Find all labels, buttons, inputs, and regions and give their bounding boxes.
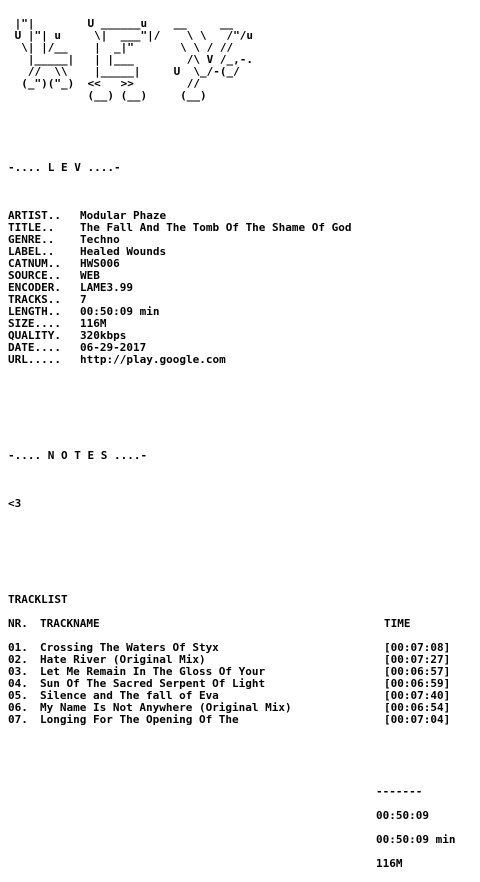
info-key: TRACKS.. <box>8 293 61 306</box>
track-number: 03. <box>8 665 28 678</box>
release-info <box>8 210 455 366</box>
info-value: The Fall And The Tomb Of The Shame Of God <box>80 221 352 234</box>
track-time: [00:06:59] <box>384 677 451 690</box>
info-value: WEB <box>80 269 100 282</box>
track-time: [00:07:27] <box>384 653 451 666</box>
info-row <box>8 342 455 354</box>
info-key: TITLE.. <box>8 221 55 234</box>
info-key: DATE.... <box>8 341 61 354</box>
total-divider: ------- <box>376 785 423 798</box>
info-key: CATNUM.. <box>8 257 61 270</box>
track-number: 01. <box>8 641 28 654</box>
track-row <box>8 714 455 726</box>
track-row <box>8 654 455 666</box>
track-name: Silence and The fall of Eva <box>40 689 219 702</box>
info-key: SIZE.... <box>8 317 61 330</box>
track-row <box>8 678 455 690</box>
track-number: 06. <box>8 701 28 714</box>
info-key: URL..... <box>8 353 61 366</box>
info-key: ARTIST.. <box>8 209 61 222</box>
column-header-trackname: TRACKNAME <box>40 617 100 630</box>
track-name: My Name Is Not Anywhere (Original Mix) <box>40 701 292 714</box>
track-name: Crossing The Waters Of Styx <box>40 641 219 654</box>
info-row <box>8 318 455 330</box>
total-time: 00:50:09 <box>376 809 429 822</box>
info-row <box>8 282 455 294</box>
info-value: 320kbps <box>80 329 127 342</box>
info-row <box>8 330 455 342</box>
info-value: Techno <box>80 233 120 246</box>
track-number: 04. <box>8 677 28 690</box>
info-row <box>8 258 455 270</box>
release-header: -.... L E V ....- <box>8 161 121 174</box>
track-name: Hate River (Original Mix) <box>40 653 206 666</box>
info-key: QUALITY. <box>8 329 61 342</box>
track-time: [00:06:54] <box>384 701 451 714</box>
track-time: [00:06:57] <box>384 665 451 678</box>
info-key: GENRE.. <box>8 233 55 246</box>
notes-text: <3 <box>8 497 22 510</box>
track-row <box>8 702 455 714</box>
track-time: [00:07:40] <box>384 689 451 702</box>
track-number: 05. <box>8 689 28 702</box>
column-header-nr: NR. <box>8 617 28 630</box>
info-row <box>8 306 455 318</box>
info-row <box>8 246 455 258</box>
column-header-time: TIME <box>384 617 411 630</box>
info-value: HWS006 <box>80 257 120 270</box>
info-value: 06-29-2017 <box>80 341 147 354</box>
info-value: Modular Phaze <box>80 209 167 222</box>
info-value: LAME3.99 <box>80 281 133 294</box>
info-row <box>8 234 455 246</box>
info-key: LABEL.. <box>8 245 55 258</box>
track-name: Sun Of The Sacred Serpent Of Light <box>40 677 266 690</box>
track-name: Longing For The Opening Of The <box>40 713 239 726</box>
info-key: ENCODER. <box>8 281 61 294</box>
total-length: 00:50:09 min <box>376 833 456 846</box>
info-row <box>8 222 455 234</box>
track-row <box>8 642 455 654</box>
info-value: http://play.google.com <box>80 353 226 366</box>
track-time: [00:07:08] <box>384 641 451 654</box>
track-number: 02. <box>8 653 28 666</box>
track-list <box>8 642 455 726</box>
info-key: LENGTH.. <box>8 305 61 318</box>
info-value: Healed Wounds <box>80 245 167 258</box>
info-value: 00:50:09 min <box>80 305 160 318</box>
ascii-art-logo: |"| U ______u __ __ U |"| u \| ___"|/ \ \ /"/u \| |/__ | _|" \ \ / // |_____| | |___ /\ V /_,-. // \\ |_____| U \_/-(_/ (_")("_) << >> // (__) (__) (__) <box>14 17 254 102</box>
nfo-document <box>8 6 455 882</box>
info-value: 7 <box>80 293 87 306</box>
track-row <box>8 666 455 678</box>
track-name: Let Me Remain In The Gloss Of Your <box>40 665 266 678</box>
info-row <box>8 294 455 306</box>
tracklist-title: TRACKLIST <box>8 593 68 606</box>
info-row <box>8 354 455 366</box>
notes-header: -.... N O T E S ....- <box>8 449 148 462</box>
track-time: [00:07:04] <box>384 713 451 726</box>
info-key: SOURCE.. <box>8 269 61 282</box>
tracklist-header-row <box>8 618 455 630</box>
track-number: 07. <box>8 713 28 726</box>
total-size: 116M <box>376 857 403 870</box>
track-row <box>8 690 455 702</box>
info-value: 116M <box>80 317 107 330</box>
info-row <box>8 270 455 282</box>
